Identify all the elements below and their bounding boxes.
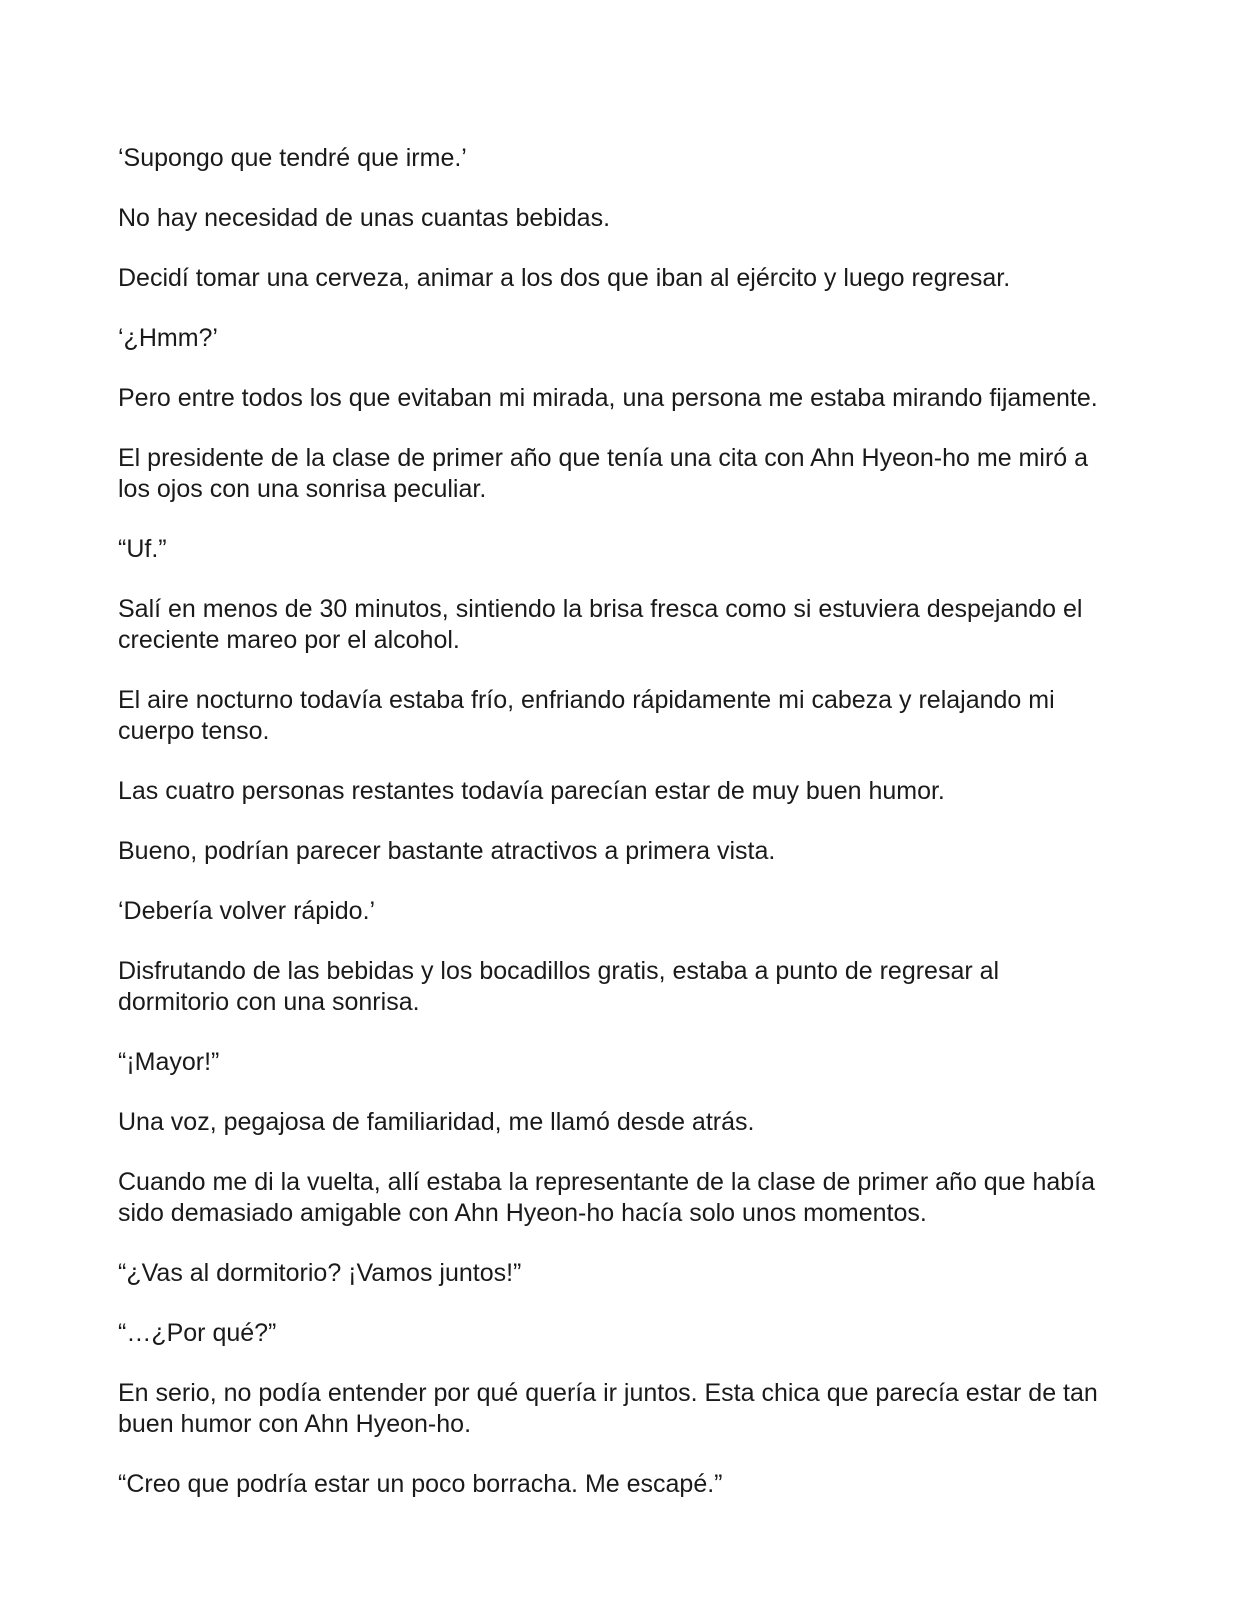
paragraph: No hay necesidad de unas cuantas bebidas. [118, 204, 611, 232]
paragraph: Decidí tomar una cerveza, animar a los dos que iban al ejército y luego regresar. [118, 264, 1011, 292]
paragraph: “…¿Por qué?” [118, 1319, 277, 1347]
paragraph: ‘Supongo que tendré que irme.’ [118, 144, 467, 172]
paragraph: ‘Debería volver rápido.’ [118, 897, 376, 925]
paragraph: Las cuatro personas restantes todavía parecían estar de muy buen humor. [118, 777, 945, 805]
paragraph: El aire nocturno todavía estaba frío, enfriando rápidamente mi cabeza y relajando mi cuerpo tenso. [118, 686, 1055, 745]
paragraph: “¡Mayor!” [118, 1048, 220, 1076]
paragraph: Pero entre todos los que evitaban mi mirada, una persona me estaba mirando fijamente. [118, 384, 1098, 412]
paragraph: “Uf.” [118, 535, 167, 563]
paragraph: Salí en menos de 30 minutos, sintiendo la brisa fresca como si estuviera despejando el creciente mareo por el alcohol. [118, 595, 1083, 654]
paragraph: Cuando me di la vuelta, allí estaba la representante de la clase de primer año que había sido demasiado amigable con Ahn Hyeon-ho hacía solo unos momentos. [118, 1168, 1096, 1227]
paragraph: Disfrutando de las bebidas y los bocadillos gratis, estaba a punto de regresar al dormitorio con una sonrisa. [118, 957, 1000, 1016]
paragraph: “Creo que podría estar un poco borracha. Me escapé.” [118, 1470, 723, 1498]
paragraph: El presidente de la clase de primer año que tenía una cita con Ahn Hyeon-ho me miró a los ojos con una sonrisa peculiar. [118, 444, 1089, 503]
paragraph: “¿Vas al dormitorio? ¡Vamos juntos!” [118, 1259, 522, 1287]
paragraph: ‘¿Hmm?’ [118, 324, 218, 352]
paragraph: En serio, no podía entender por qué quería ir juntos. Esta chica que parecía estar de tan buen humor con Ahn Hyeon-ho. [118, 1379, 1098, 1438]
paragraph: Bueno, podrían parecer bastante atractivos a primera vista. [118, 837, 776, 865]
paragraph: Una voz, pegajosa de familiaridad, me llamó desde atrás. [118, 1108, 755, 1136]
document-body [118, 143, 1108, 1529]
